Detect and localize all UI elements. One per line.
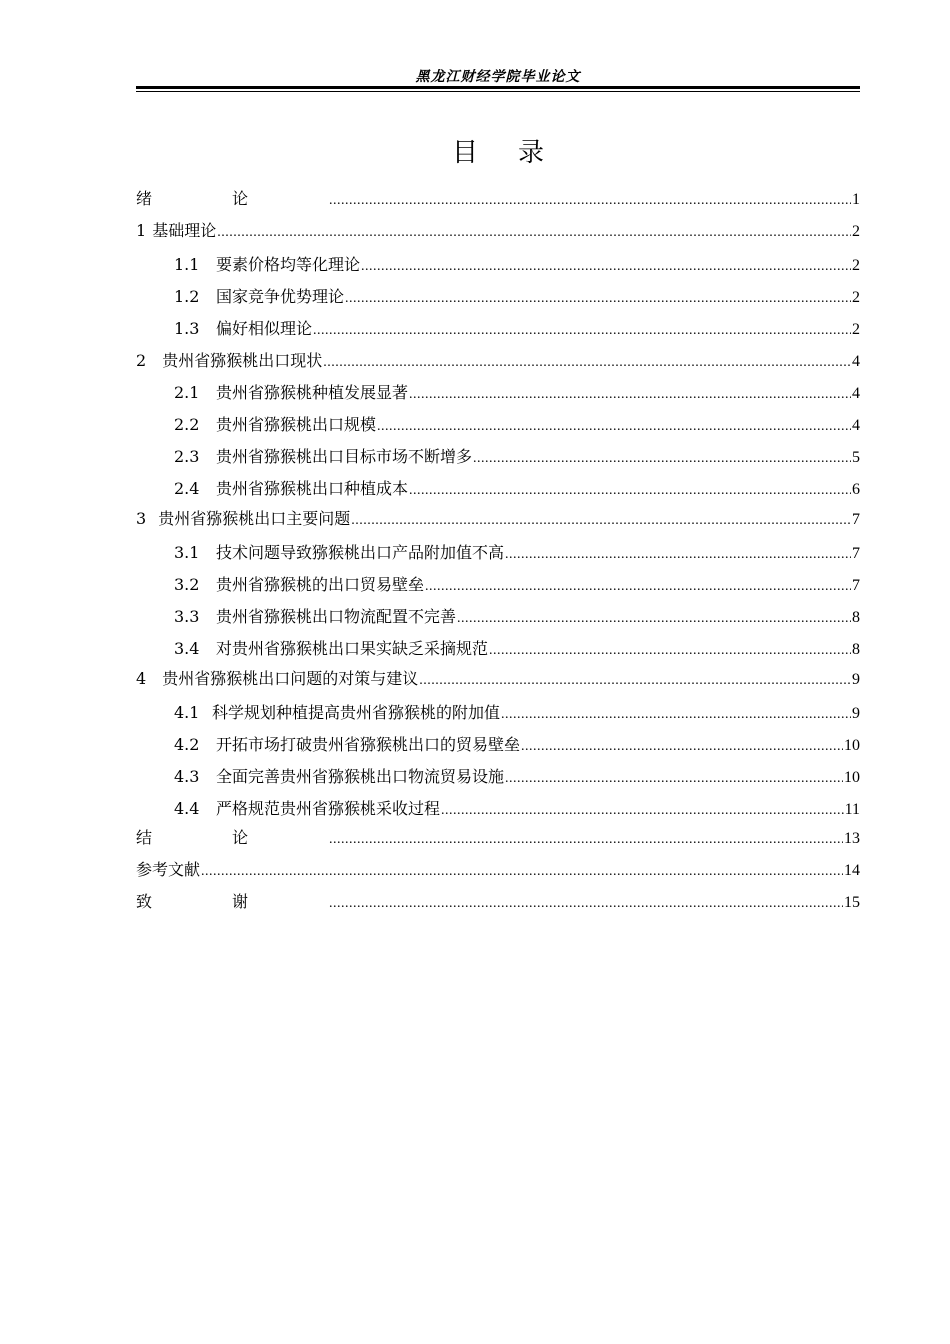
toc-entry-number: 2.4 bbox=[174, 479, 200, 498]
toc-entry[interactable] bbox=[174, 284, 860, 310]
dot-leader bbox=[441, 798, 844, 824]
toc-entry[interactable] bbox=[136, 666, 860, 692]
toc-entry-label: 对贵州省猕猴桃出口果实缺乏采摘规范 bbox=[216, 639, 489, 658]
toc-entry-number: 2.1 bbox=[174, 383, 200, 402]
toc-entry-page: 9 bbox=[852, 671, 860, 688]
toc-entry-page: 2 bbox=[852, 289, 860, 306]
toc-entry-number: 4.2 bbox=[174, 735, 200, 754]
toc-entry-label: 贵州省猕猴桃出口规模 bbox=[216, 415, 377, 434]
toc-entry-page: 4 bbox=[852, 353, 860, 370]
toc-entry-number: 3.1 bbox=[174, 543, 200, 562]
toc-entry-page: 1 bbox=[852, 191, 860, 208]
toc-entry-label: 贵州省猕猴桃出口问题的对策与建议 bbox=[162, 669, 419, 688]
toc-entry[interactable] bbox=[174, 316, 860, 342]
dot-leader bbox=[201, 859, 843, 885]
dot-leader bbox=[425, 574, 851, 600]
dot-leader bbox=[323, 350, 851, 376]
toc-entry-label: 贵州省猕猴桃出口种植成本 bbox=[216, 479, 409, 498]
toc-entry-number: 3.3 bbox=[174, 607, 200, 626]
toc-entry-label: 贵州省猕猴桃种植发展显著 bbox=[216, 383, 409, 402]
toc-entry-page: 13 bbox=[844, 830, 860, 847]
toc-title: 目录 bbox=[451, 138, 584, 168]
toc-entry[interactable] bbox=[174, 380, 860, 406]
dot-leader bbox=[329, 891, 843, 917]
toc-entry-label: 致谢 bbox=[136, 892, 329, 911]
toc-entry[interactable] bbox=[174, 572, 860, 598]
toc-entry-number: 4 bbox=[136, 669, 147, 688]
dot-leader bbox=[329, 188, 851, 214]
toc-entry-number: 3 bbox=[136, 509, 147, 528]
toc-entry-page: 7 bbox=[852, 511, 860, 528]
toc-entry[interactable] bbox=[174, 764, 860, 790]
toc-entry[interactable] bbox=[174, 476, 860, 502]
toc-entry-label: 偏好相似理论 bbox=[216, 319, 313, 338]
toc-entry-page: 15 bbox=[844, 894, 860, 911]
toc-entry-page: 14 bbox=[844, 862, 860, 879]
toc-entry-number: 4.3 bbox=[174, 767, 200, 786]
running-header: 黑龙江财经学院毕业论文 bbox=[415, 69, 581, 85]
toc-entry[interactable] bbox=[174, 252, 860, 278]
dot-leader bbox=[345, 286, 851, 312]
toc-entry[interactable] bbox=[136, 218, 860, 244]
dot-leader bbox=[501, 702, 851, 728]
toc-entry-page: 11 bbox=[844, 801, 860, 818]
dot-leader bbox=[361, 254, 851, 280]
header-rule-thick bbox=[136, 86, 860, 89]
dot-leader bbox=[521, 734, 843, 760]
toc-entry-number: 2 bbox=[136, 351, 147, 370]
toc-entry-label: 贵州省猕猴桃出口现状 bbox=[162, 351, 323, 370]
toc-entry[interactable] bbox=[174, 540, 860, 566]
toc-entry-number: 1.3 bbox=[174, 319, 200, 338]
toc-entry-label: 严格规范贵州省猕猴桃采收过程 bbox=[216, 799, 441, 818]
dot-leader bbox=[505, 766, 843, 792]
dot-leader bbox=[313, 318, 851, 344]
toc-entry-label: 贵州省猕猴桃的出口贸易壁垒 bbox=[216, 575, 425, 594]
toc-entry-label: 结论 bbox=[136, 828, 329, 847]
toc-entry-number: 1.1 bbox=[174, 255, 200, 274]
dot-leader bbox=[377, 414, 851, 440]
toc-entry-page: 4 bbox=[852, 417, 860, 434]
toc-entry[interactable] bbox=[136, 506, 860, 532]
toc-entry[interactable] bbox=[174, 444, 860, 470]
dot-leader bbox=[419, 668, 851, 694]
toc-entry-label: 参考文献 bbox=[136, 860, 201, 879]
toc-entry-number: 2.2 bbox=[174, 415, 200, 434]
toc-entry[interactable] bbox=[174, 636, 860, 662]
toc-entry-label: 技术问题导致猕猴桃出口产品附加值不高 bbox=[216, 543, 505, 562]
toc-entry-label: 科学规划种植提高贵州省猕猴桃的附加值 bbox=[212, 703, 501, 722]
toc-entry-number: 3.2 bbox=[174, 575, 200, 594]
toc-entry[interactable] bbox=[174, 732, 860, 758]
toc-entry-number: 4.1 bbox=[174, 703, 200, 722]
dot-leader bbox=[409, 382, 851, 408]
dot-leader bbox=[505, 542, 851, 568]
toc-entry-page: 8 bbox=[852, 609, 860, 626]
toc-entry-label: 贵州省猕猴桃出口目标市场不断增多 bbox=[216, 447, 473, 466]
toc-entry-number: 3.4 bbox=[174, 639, 200, 658]
toc-entry[interactable] bbox=[174, 604, 860, 630]
toc-entry-page: 5 bbox=[852, 449, 860, 466]
dot-leader bbox=[457, 606, 851, 632]
toc-entry-number: 1.2 bbox=[174, 287, 200, 306]
toc-entry-page: 10 bbox=[844, 769, 860, 786]
toc-entry-label: 基础理论 bbox=[152, 221, 217, 240]
toc-entry-label: 贵州省猕猴桃出口主要问题 bbox=[158, 509, 351, 528]
toc-entry-label: 国家竞争优势理论 bbox=[216, 287, 345, 306]
toc-entry-page: 4 bbox=[852, 385, 860, 402]
toc-entry[interactable] bbox=[136, 186, 860, 212]
toc-entry-page: 10 bbox=[844, 737, 860, 754]
toc-entry-page: 2 bbox=[852, 321, 860, 338]
toc-entry-page: 7 bbox=[852, 545, 860, 562]
toc-entry[interactable] bbox=[136, 857, 860, 883]
toc-entry[interactable] bbox=[174, 796, 860, 822]
toc-entry[interactable] bbox=[136, 889, 860, 915]
toc-entry-label: 绪论 bbox=[136, 189, 329, 208]
toc-entry-page: 6 bbox=[852, 481, 860, 498]
toc-entry-label: 贵州省猕猴桃出口物流配置不完善 bbox=[216, 607, 457, 626]
dot-leader bbox=[329, 827, 843, 853]
toc-entry-label: 全面完善贵州省猕猴桃出口物流贸易设施 bbox=[216, 767, 505, 786]
toc-entry-number: 2.3 bbox=[174, 447, 200, 466]
toc-entry-number: 1 bbox=[136, 221, 147, 240]
toc-entry-label: 要素价格均等化理论 bbox=[216, 255, 361, 274]
toc-entry-page: 2 bbox=[852, 257, 860, 274]
toc-entry-label: 开拓市场打破贵州省猕猴桃出口的贸易壁垒 bbox=[216, 735, 521, 754]
dot-leader bbox=[217, 220, 851, 246]
toc-entry[interactable] bbox=[136, 348, 860, 374]
toc-entry[interactable] bbox=[174, 412, 860, 438]
dot-leader bbox=[351, 508, 851, 534]
dot-leader bbox=[473, 446, 851, 472]
toc-entry-page: 2 bbox=[852, 223, 860, 240]
toc-entry-number: 4.4 bbox=[174, 799, 200, 818]
dot-leader bbox=[409, 478, 851, 504]
toc-entry-page: 8 bbox=[852, 641, 860, 658]
dot-leader bbox=[489, 638, 851, 664]
toc-entry[interactable] bbox=[136, 825, 860, 851]
header-rule-thin bbox=[136, 91, 860, 92]
toc-entry-page: 9 bbox=[852, 705, 860, 722]
toc-entry[interactable] bbox=[174, 700, 860, 726]
toc-entry-page: 7 bbox=[852, 577, 860, 594]
